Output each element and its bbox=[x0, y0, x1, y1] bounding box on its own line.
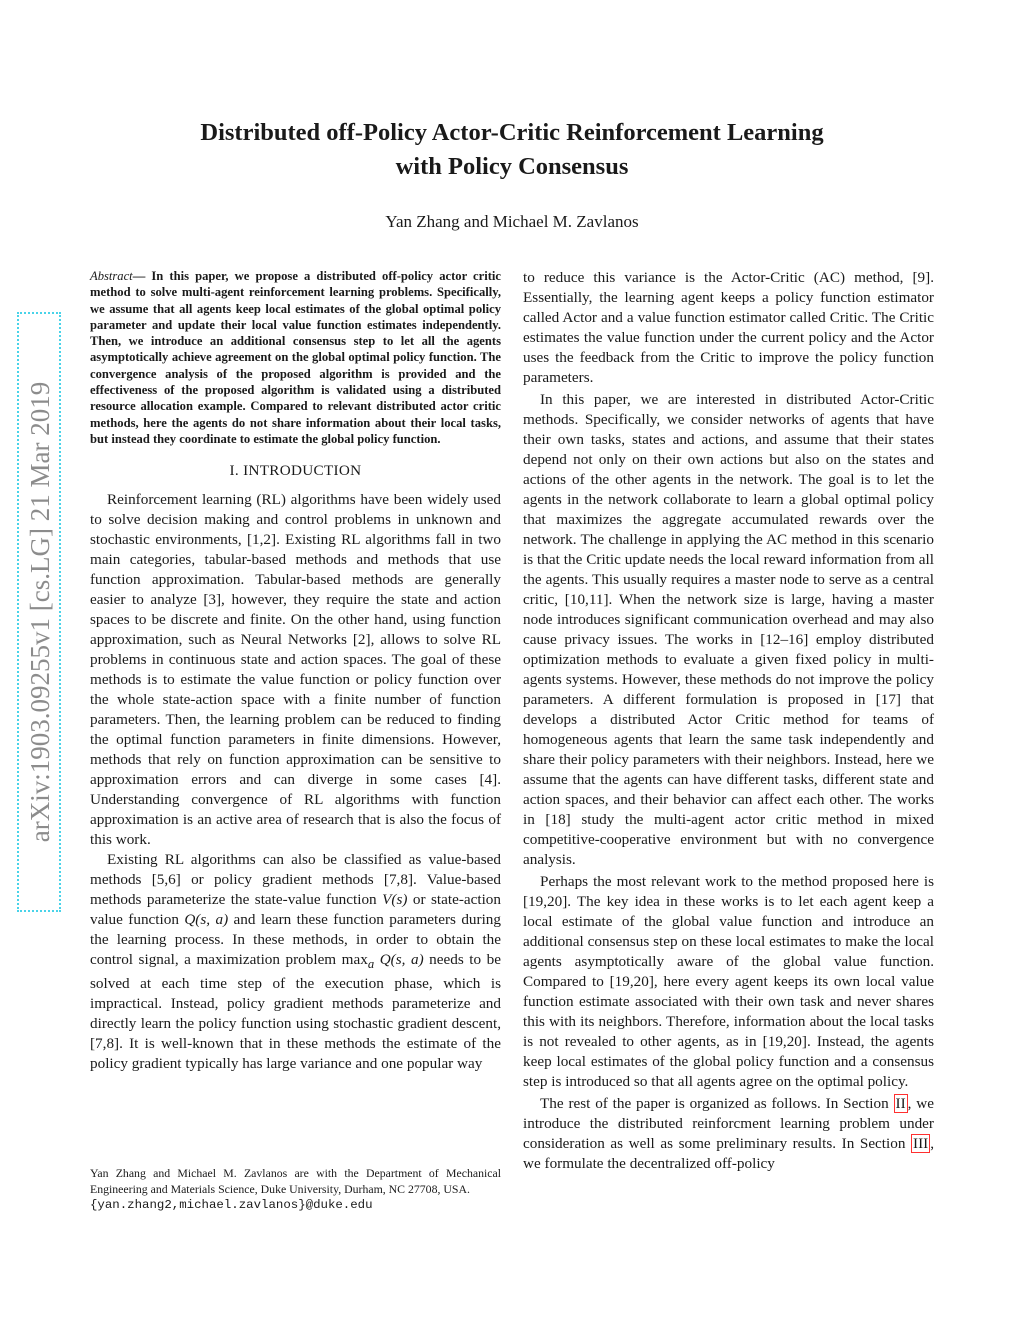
author-footnote bbox=[90, 1166, 501, 1214]
abstract bbox=[90, 268, 501, 447]
right-paragraph-3: Perhaps the most relevant work to the method proposed here is [19,20]. The key idea in these works is to let each agent keep a local estimate of the global value function and introduce an additional consensus step on these local estimates to make the local agents asymptotically aware of the global value function. Compared to [19,20], here every agent keeps its own local value function estimate associated with their own task and never shares this with its neighbors. Therefore, information about the local tasks is not revealed to other agents, as in [19,20]. Instead, the agents keep local estimates of the global policy function and a consensus step is introduced so that all agents agree on the optimal policy. bbox=[523, 873, 934, 1090]
right-p4-part-c: , we formulate the decentralized off-policy bbox=[523, 1135, 934, 1172]
right-column bbox=[523, 268, 934, 1174]
paper-authors: Yan Zhang and Michael M. Zavlanos bbox=[385, 212, 639, 231]
intro-p2-part-c: and learn these function parameters during the learning process. In these methods, in order to obtain the control signal, a maximization problem bbox=[90, 911, 501, 969]
footnote-text: Yan Zhang and Michael M. Zavlanos are with the Department of Mechanical Engineering and Materials Science, Duke University, Durham, NC 27708, USA. bbox=[90, 1166, 501, 1196]
math-max-subscript: a bbox=[367, 957, 375, 972]
abstract-dash: — bbox=[132, 269, 152, 283]
section-ref-link-ii[interactable]: II bbox=[895, 1095, 906, 1112]
arxiv-stamp-text: arXiv:1903.09255v1 [cs.LG] 21 Mar 2019 bbox=[25, 381, 55, 843]
abstract-label: Abstract bbox=[90, 269, 133, 283]
math-q-function-max: Q(s, a) bbox=[374, 951, 424, 969]
section-ref-link-iii[interactable]: III bbox=[913, 1135, 929, 1152]
intro-p2-part-b: or state-action value function bbox=[90, 891, 501, 929]
section-heading-introduction: I. INTRODUCTION bbox=[229, 462, 362, 480]
right-paragraph-1: to reduce this variance is the Actor-Critic (AC) method, [9]. Essentially, the learning agent keeps a policy function estimator called Actor and a value function estimator called Critic. The Critic estimates the value function under the current policy and the Actor uses the feedback from the Critic to improve the policy function parameters. bbox=[523, 269, 934, 386]
right-p4-part-a: The rest of the paper is organized as follows. In Section bbox=[540, 1095, 894, 1112]
paper-title bbox=[90, 116, 934, 184]
paper-title-line-1: Distributed off-Policy Actor-Critic Reinforcement Learning bbox=[200, 119, 824, 146]
intro-p2-part-d: needs to be solved at each time step of the execution phase, which is impractical. Instead, policy gradient methods parameterize and directly learn the policy function using stochastic gradient descent, [7,8]. It is well-known that in these methods the estimate of the policy gradient typically has large variance and one popular way bbox=[90, 951, 501, 1073]
abstract-text: In this paper, we propose a distributed off-policy actor critic method to solve multi-agent reinforcement learning problems. Specifically, we assume that all agents keep local estimates of the global optimal policy parameter and update their local value function estimates independently. Then, we introduce an additional consensus step to let all the agents asymptotically achieve agreement on the global optimal policy function. The convergence analysis of the proposed algorithm is provided and the effectiveness of the proposed algorithm is validated using a distributed resource allocation example. Compared to relevant distributed actor critic methods, here the agents do not share information about their local tasks, but instead they coordinate to estimate the global policy function. bbox=[90, 269, 501, 446]
intro-paragraph-2 bbox=[90, 850, 501, 1074]
math-max: max bbox=[341, 951, 368, 969]
intro-paragraph-1: Reinforcement learning (RL) algorithms have been widely used to solve decision making and control problems in unknown and stochastic environments, [1,2]. Existing RL algorithms fall in two main categories, tabular-based methods and methods that use function approximation. Tabular-based methods are generally easier to analyze [3], however, they require the state and action spaces to be discrete and finite. On the other hand, using function approximation, such as Neural Networks [2], allows to solve RL problems in continuous state and action spaces. The goal of these methods is to estimate the value function or policy function over the whole state-action space with a finite number of function parameters. Then, the learning problem can be reduced to finding the optimal function parameters in finite dimensions. However, methods that rely on function approximation can be sensitive to approximation errors and can diverge in some cases [4]. Understanding convergence of RL algorithms with function approximation is an active area of research that is also the focus of this work. bbox=[90, 491, 501, 849]
right-paragraph-4 bbox=[523, 1094, 934, 1174]
right-p4-part-b: , we introduce the distributed reinforcment learning problem under consideration as well as some preliminary results. In Section bbox=[523, 1095, 934, 1152]
footnote-email: {yan.zhang2,michael.zavlanos}@duke.edu bbox=[90, 1198, 373, 1212]
math-value-function: V(s) bbox=[382, 891, 408, 909]
right-paragraph-2: In this paper, we are interested in distributed Actor-Critic methods. Specifically, we consider networks of agents that have their own tasks, states and actions, and assume that their states depend not only on their own actions but also on the states and actions of the other agents in the network. The goal is to let the agents in the network collaborate to learn a global optimal policy that maximizes the aggregate accumulated rewards over the network. The challenge in applying the AC method in this scenario is that the Critic update needs the local reward information from all the agents. This usually requires a master node to serve as a central critic, [10,11]. When the network size is large, having a master node introduces significant communication overhead and may also cause privacy issues. The works in [12–16] employ distributed optimization methods to evaluate a given fixed policy in multi-agents systems. However, these methods do not improve the policy parameters. A different formulation is proposed in [17] that develops a distributed Actor Critic method for teams of homogeneous agents that learn the same task independently and share their policy parameters with their neighbors. Instead, here we assume that the agents can have different tasks, different state and action spaces, and their behavior can affect each other. The works in [18] study the multi-agent actor critic method in mixed competitive-cooperative environment but with no convergence analysis. bbox=[523, 391, 934, 868]
intro-p2-part-a: Existing RL algorithms can also be classified as value-based methods [5,6] or policy gradient methods [7,8]. Value-based methods parameterize the state-value function bbox=[90, 851, 501, 909]
math-q-function: Q(s, a) bbox=[184, 911, 229, 929]
paper-title-line-2: with Policy Consensus bbox=[395, 153, 629, 180]
left-column bbox=[90, 268, 501, 1074]
